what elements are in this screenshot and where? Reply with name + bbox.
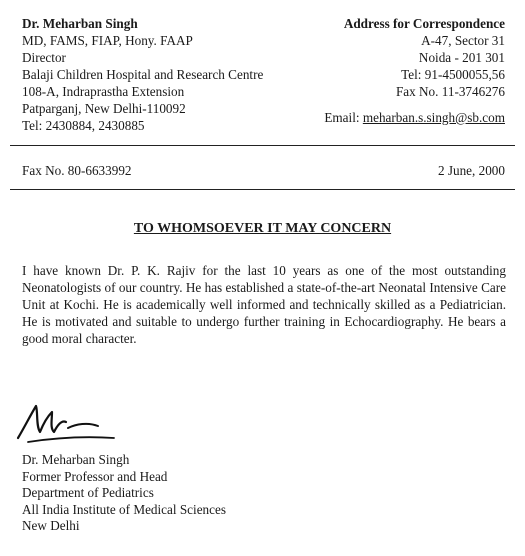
- position: Director: [22, 50, 66, 65]
- signature-block: [22, 452, 226, 535]
- correspondence-telephone: Tel: 91-4500055,56: [401, 67, 505, 82]
- email-label: Email:: [324, 110, 360, 125]
- signatory-name: Dr. Meharban Singh: [22, 452, 130, 467]
- fax-number: Fax No. 80-6633992: [22, 163, 132, 178]
- hospital-telephone: Tel: 2430884, 2430885: [22, 118, 145, 133]
- hospital-address-line1: 108-A, Indraprastha Extension: [22, 84, 185, 99]
- handwritten-signature: [14, 398, 124, 446]
- correspondence-address-line2: Noida - 201 301: [418, 50, 505, 65]
- email-line: [324, 110, 505, 126]
- letter-body: I have known Dr. P. K. Rajiv for the last 10 years as one of the most outstanding Neonatologists of our country. He has established a state-of-the-art Neonatal Intensive Care Unit at Kochi. He is academically well informed and technically skilled as a Pediatrician. He is motivated and suitable to undergo further training in Echocardiography. He bears a good moral character.: [22, 263, 506, 346]
- signatory-city: New Delhi: [22, 518, 80, 533]
- doctor-name: Dr. Meharban Singh: [22, 16, 138, 31]
- hospital-address-line2: Patparganj, New Delhi-110092: [22, 101, 186, 116]
- correspondence-address-line1: A-47, Sector 31: [421, 33, 505, 48]
- fax-divider: [10, 189, 515, 190]
- letter-title: TO WHOMSOEVER IT MAY CONCERN: [133, 221, 392, 236]
- correspondence-fax: Fax No. 11-3746276: [395, 84, 505, 99]
- correspondence-heading: Address for Correspondence: [343, 16, 505, 31]
- hospital-name: Balaji Children Hospital and Research Centre: [22, 67, 264, 82]
- letter-date: 2 June, 2000: [437, 163, 505, 178]
- qualifications: MD, FAMS, FIAP, Hony. FAAP: [22, 33, 193, 48]
- email-address: meharban.s.singh@sb.com: [362, 110, 505, 125]
- signatory-title: Former Professor and Head: [22, 468, 168, 484]
- signatory-department: Department of Pediatrics: [22, 485, 154, 500]
- signatory-institute: All India Institute of Medical Sciences: [22, 501, 226, 517]
- header-divider: [10, 145, 515, 146]
